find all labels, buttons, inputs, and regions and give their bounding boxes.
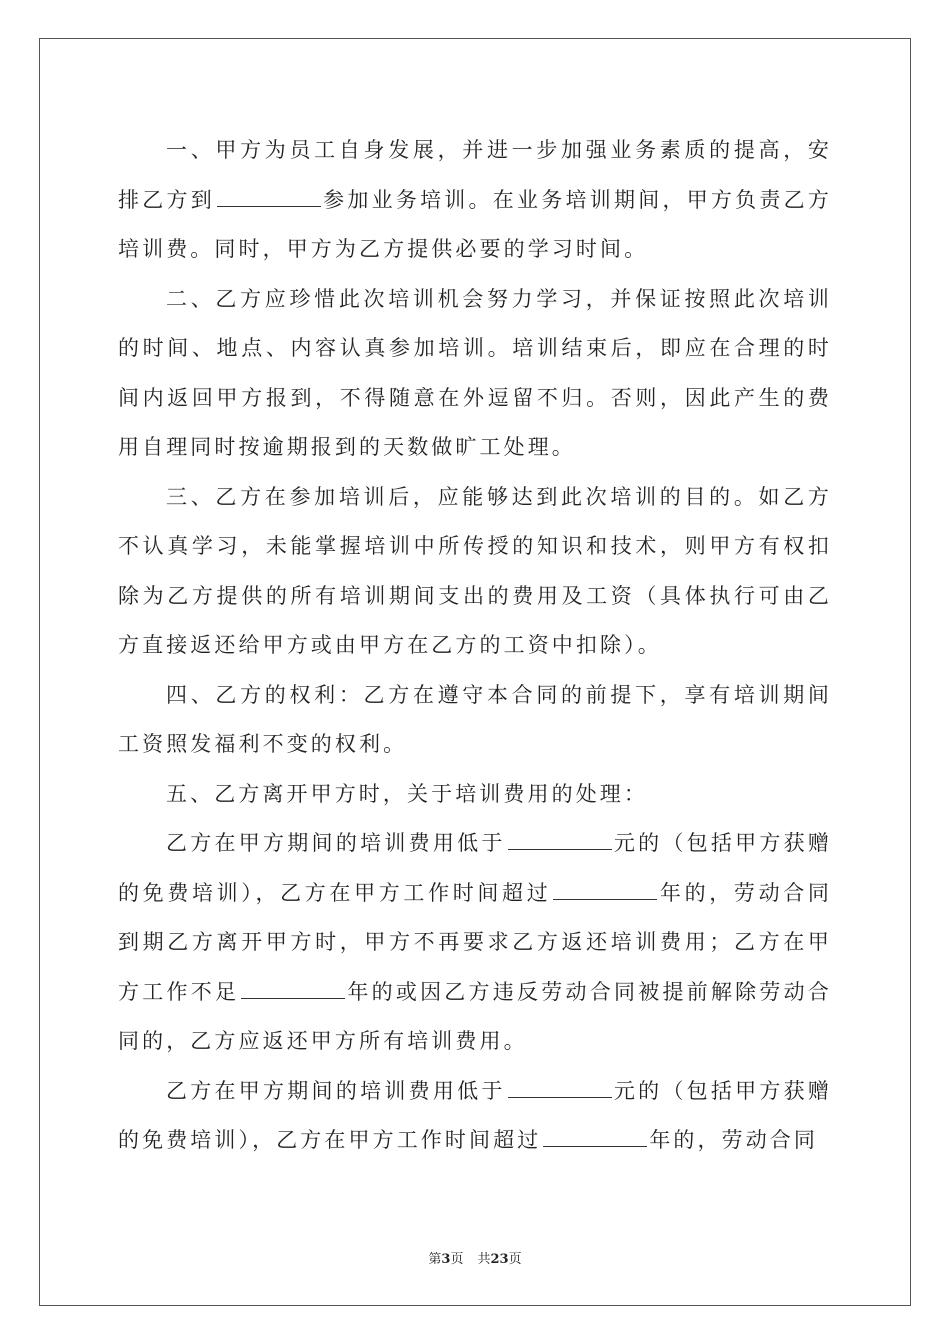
paragraph-5 <box>118 770 832 820</box>
paragraph-text: 年的，劳动合同到期乙方离开甲方时，甲方不再要求乙方返还培训费用；乙方在甲方工作不足 <box>118 880 832 1004</box>
paragraph-text: 四、乙方的权利：乙方在遵守本合同的前提下，享有培训期间工资照发福利不变的权利。 <box>118 682 832 756</box>
paragraph-4 <box>118 671 832 770</box>
fill-in-blank[interactable] <box>217 205 321 207</box>
paragraph-text: 乙方在甲方期间的培训费用低于 <box>166 1078 506 1103</box>
paragraph-text: 年的，劳动合同 <box>649 1128 819 1152</box>
fill-in-blank[interactable] <box>241 997 345 999</box>
paragraph-6 <box>118 819 832 1067</box>
page-suffix: 页 <box>450 1252 464 1267</box>
fill-in-blank[interactable] <box>543 1145 647 1147</box>
paragraph-text: 二、乙方应珍惜此次培训机会努力学习，并保证按照此次培训的时间、地点、内容认真参加培训。培训结束后，即应在合理的时间内返回甲方报到，不得随意在外逗留不归。否则，因此产生的费用自理同时按逾期报到的天数做旷工处理。 <box>118 286 832 459</box>
total-prefix: 共 <box>477 1252 491 1267</box>
paragraph-2 <box>118 275 832 473</box>
page-prefix: 第 <box>428 1252 442 1267</box>
paragraph-7 <box>118 1067 832 1166</box>
total-pages: 23 <box>490 1252 509 1267</box>
paragraph-1 <box>118 126 832 275</box>
page-number: 3 <box>441 1252 451 1267</box>
paragraph-text: 三、乙方在参加培训后，应能够达到此次培训的目的。如乙方不认真学习，未能掌握培训中所传授的知识和技术，则甲方有权扣除为乙方提供的所有培训期间支出的费用及工资（具体执行可由乙方直接返还给甲方或由甲方在乙方的工资中扣除）。 <box>118 484 832 657</box>
paragraph-text: 参加业务培训。在业务培训期间，甲方负责乙方培训费。同时，甲方为乙方提供必要的学习时间。 <box>118 187 832 261</box>
fill-in-blank[interactable] <box>553 898 657 900</box>
paragraph-text: 年的或因乙方违反劳动合同被提前解除劳动合同的，乙方应返还甲方所有培训费用。 <box>118 979 833 1053</box>
fill-in-blank[interactable] <box>508 1096 612 1098</box>
paragraph-text: 乙方在甲方期间的培训费用低于 <box>166 831 506 855</box>
page-footer <box>0 1248 950 1267</box>
paragraph-text: 一、甲方为员工自身发展，并进一步加强业务素质的提高，安排乙方到 <box>118 138 832 212</box>
document-body <box>118 126 832 1166</box>
paragraph-text: 五、乙方离开甲方时，关于培训费用的处理： <box>166 781 648 806</box>
fill-in-blank[interactable] <box>508 848 612 850</box>
paragraph-text: 元的（包括甲方获赠的免费培训），乙方在甲方工作时间超过 <box>118 1078 832 1152</box>
paragraph-3 <box>118 473 832 671</box>
paragraph-text: 元的（包括甲方获赠的免费培训），乙方在甲方工作时间超过 <box>118 831 832 905</box>
total-suffix: 页 <box>508 1252 522 1267</box>
